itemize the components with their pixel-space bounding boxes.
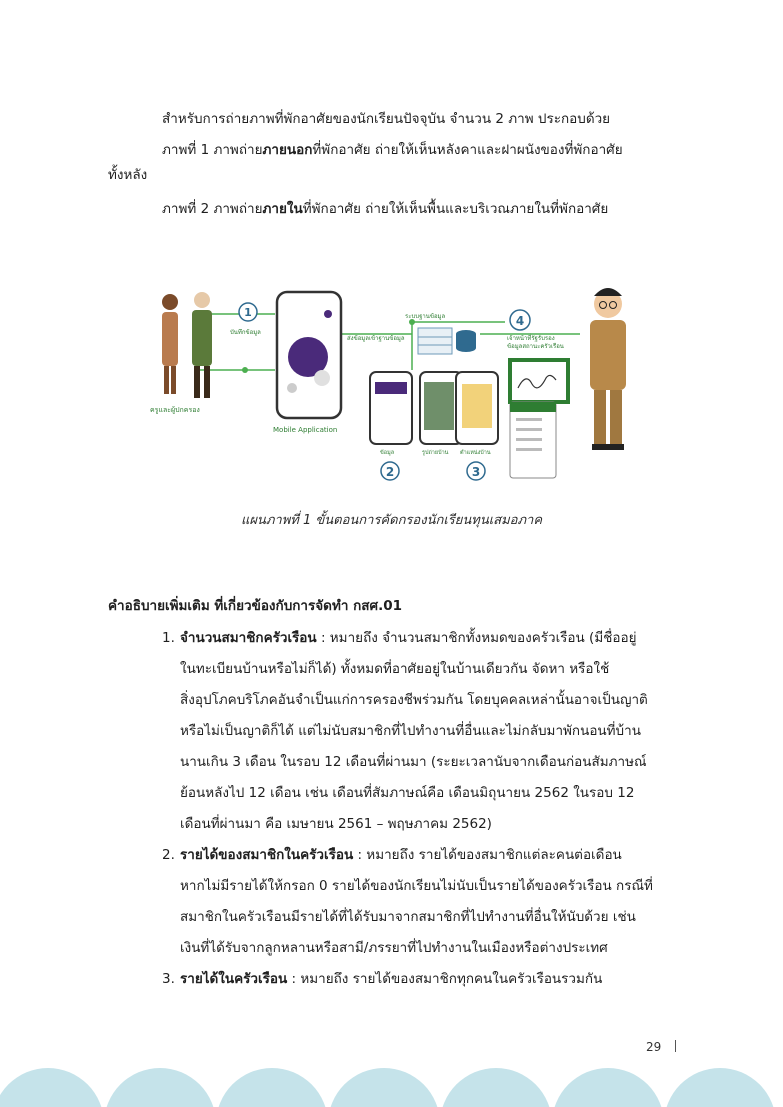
official-figure <box>590 288 626 450</box>
process-diagram <box>150 282 640 482</box>
intro-photo-1 <box>162 144 623 158</box>
definitions-heading: คำอธิบายเพิ่มเติม ที่เกี่ยวข้องกับการจัดทำ กสศ.01 <box>108 598 403 614</box>
item-3-number: 3. <box>162 971 175 987</box>
item-1-line-1 <box>180 632 637 646</box>
certificate-icon <box>508 358 570 404</box>
page-number: 29 <box>646 1040 662 1054</box>
decor-circle <box>328 1068 440 1107</box>
item-2-line-2: หากไม่มีรายได้ให้กรอก 0 รายได้ของนักเรียนไม่นับเป็นรายได้ของครัวเรือน กรณีที่ <box>180 878 653 894</box>
step-2-number: 2 <box>385 465 395 479</box>
guardian-figures <box>162 292 212 398</box>
item-1-line-2: ในทะเบียนบ้านหรือไม่ก็ได้) ทั้งหมดที่อาศัยอยู่ในบ้านเดียวกัน จัดหา หรือใช้ <box>180 661 610 677</box>
item-2-text: : หมายถึง รายได้ของสมาชิกแต่ละคนต่อเดือน <box>353 847 622 863</box>
intro-photo-2 <box>162 203 608 217</box>
intro-photo-1-wrap: ทั้งหลัง <box>108 167 148 183</box>
item-1-line-4: หรือไม่เป็นญาติก็ได้ แต่ไม่นับสมาชิกที่ไปทำงานที่อื่นและไม่กลับมาพักนอนที่บ้าน <box>180 723 641 739</box>
item-2-line-1 <box>180 849 622 863</box>
item-1-line-6: ย้อนหลังไป 12 เดือน เช่น เดือนที่สัมภาษณ์คือ เดือนมิถุนายน 2562 ในรอบ 12 <box>180 785 635 801</box>
item-1-line-5: นานเกิน 3 เดือน ในรอบ 12 เดือนที่ผ่านมา (ระยะเวลานับจากเดือนก่อนสัมภาษณ์ <box>180 754 647 770</box>
decor-circle <box>216 1068 328 1107</box>
item-1-term: จำนวนสมาชิกครัวเรือน <box>180 630 317 646</box>
data-screen-phones <box>370 372 498 444</box>
guardian-label: ครูและผู้ปกครอง <box>150 406 200 414</box>
photo1-prefix: ภาพที่ 1 ภาพถ่าย <box>162 142 263 158</box>
item-3-text: : หมายถึง รายได้ของสมาชิกทุกคนในครัวเรือนรวมกัน <box>287 971 603 987</box>
decor-circle <box>0 1068 104 1107</box>
mobile-phone-icon <box>277 292 341 418</box>
screen-b-label: รูปถ่ายบ้าน <box>422 450 449 456</box>
photo1-bold: ภายนอก <box>262 142 313 158</box>
screen-c-label: ตำแหน่งบ้าน <box>460 450 491 456</box>
item-3-term: รายได้ในครัวเรือน <box>180 971 288 987</box>
screen-a-label: ข้อมูล <box>380 450 395 456</box>
decor-circle <box>104 1068 216 1107</box>
photo2-bold: ภายใน <box>262 201 303 217</box>
item-1-line-7: เดือนที่ผ่านมา คือ เมษายน 2561 – พฤษภาคม 2562) <box>180 816 492 832</box>
step-4-line-2: ข้อมูลสถานะครัวเรือน <box>507 343 564 350</box>
figure-caption: แผนภาพที่ 1 ขั้นตอนการคัดกรองนักเรียนทุนเสมอภาค <box>240 513 543 528</box>
step-3-number: 3 <box>471 465 481 479</box>
database-icon <box>418 328 476 354</box>
page-number-divider <box>675 1040 676 1052</box>
send-data-label: ส่งข้อมูลเข้าฐานข้อมูล <box>347 335 405 342</box>
intro-line-1: สำหรับการถ่ายภาพที่พักอาศัยของนักเรียนปัจจุบัน จำนวน 2 ภาพ ประกอบด้วย <box>162 111 611 127</box>
photo2-suffix: ที่พักอาศัย ถ่ายให้เห็นพื้นและบริเวณภายในที่พักอาศัย <box>302 201 609 217</box>
footer-decoration <box>0 1068 783 1107</box>
item-1-line-3: สิ่งอุปโภคบริโภคอันจำเป็นแก่การครองชีพร่วมกัน โดยบุคคลเหล่านั้นอาจเป็นญาติ <box>180 692 648 708</box>
step-4-number: 4 <box>515 314 525 328</box>
app-label: Mobile Application <box>273 426 338 434</box>
photo2-prefix: ภาพที่ 2 ภาพถ่าย <box>162 201 263 217</box>
photo1-suffix: ที่พักอาศัย ถ่ายให้เห็นหลังคาและฝาผนังของที่พักอาศัย <box>312 142 623 158</box>
decor-circle <box>664 1068 776 1107</box>
item-2-line-3: สมาชิกในครัวเรือนมีรายได้ที่ได้รับมาจากสมาชิกที่ไปทำงานที่อื่นให้นับด้วย เช่น <box>180 909 636 925</box>
item-2-term: รายได้ของสมาชิกในครัวเรือน <box>180 847 354 863</box>
item-1-number: 1. <box>162 630 175 646</box>
item-1-text: : หมายถึง จำนวนสมาชิกทั้งหมดของครัวเรือน (มีชื่ออยู่ <box>316 630 637 646</box>
item-2-line-4: เงินที่ได้รับจากลูกหลานหรือสามี/ภรรยาที่ไปทำงานในเมืองหรือต่างประเทศ <box>180 940 608 956</box>
database-label: ระบบฐานข้อมูล <box>405 313 446 320</box>
decor-circle <box>552 1068 664 1107</box>
step-1-number: 1 <box>244 306 252 319</box>
step-4-line-1: เจ้าหน้าที่รัฐรับรอง <box>507 335 555 342</box>
report-screen-icon <box>510 402 556 478</box>
step-1-label: บันทึกข้อมูล <box>230 329 261 336</box>
item-2-number: 2. <box>162 847 175 863</box>
item-3-line-1 <box>180 973 602 987</box>
decor-circle <box>440 1068 552 1107</box>
